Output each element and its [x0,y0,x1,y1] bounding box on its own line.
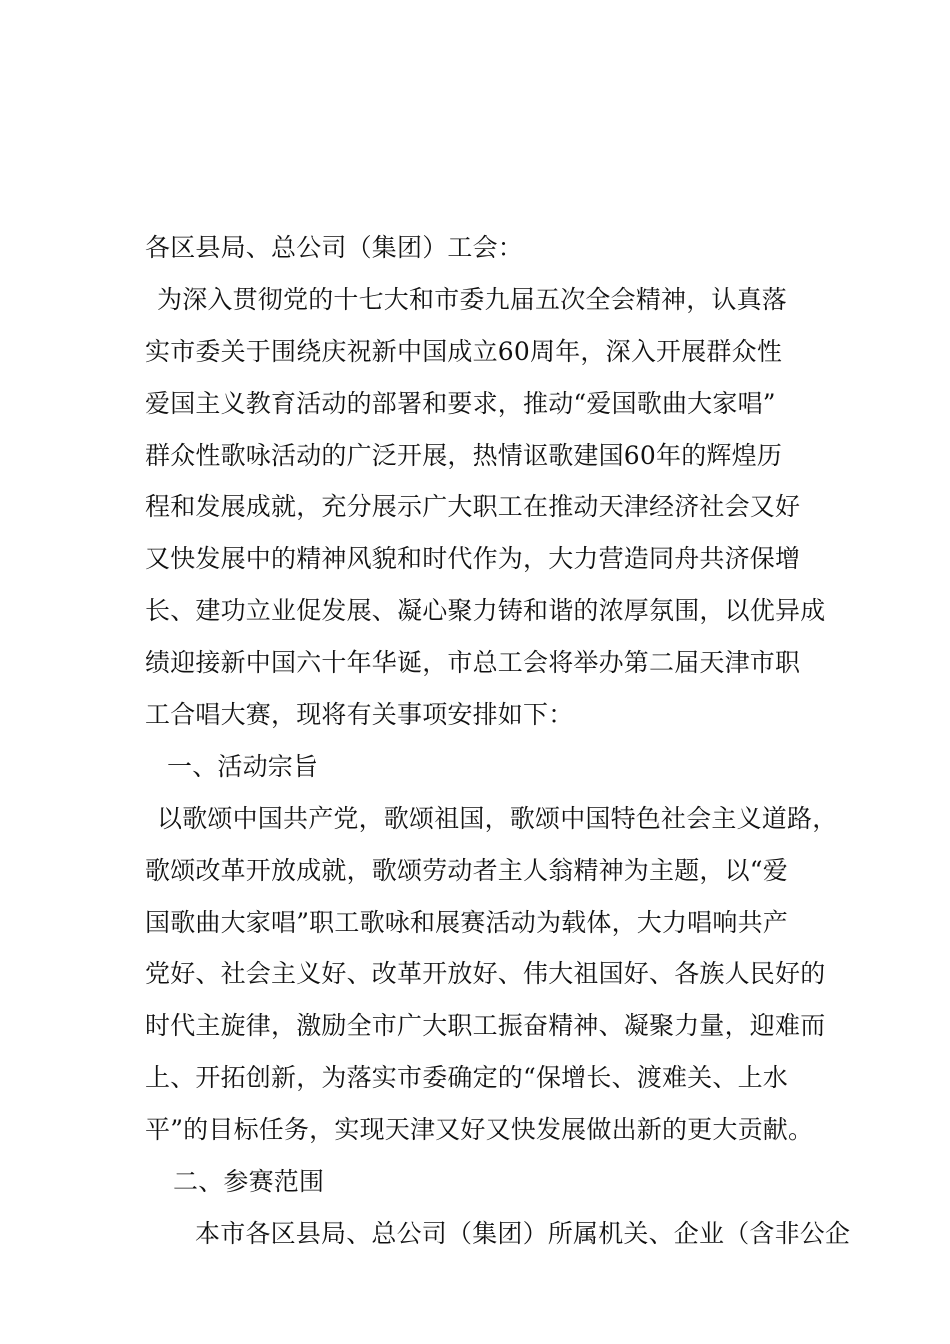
document-body [145,222,851,1260]
paragraph-line: 绩迎接新中国六十年华诞，市总工会将举办第二届天津市职 [145,648,801,678]
paragraph-line: 长、建功立业促发展、凝心聚力铸和谐的浓厚氛围，以优异成 [145,596,826,626]
paragraph-line: 为深入贯彻党的十七大和市委九届五次全会精神，认真落 [157,284,788,314]
section-heading: 一、活动宗旨 [167,751,319,781]
paragraph-line: 上、开拓创新，为落实市委确定的“保增长、渡难关、上水 [145,1063,788,1093]
paragraph-line: 又快发展中的精神风貌和时代作为，大力营造同舟共济保增 [145,544,801,574]
section-heading: 二、参赛范围 [173,1167,325,1197]
paragraph-line: 群众性歌咏活动的广泛开展，热情讴歌建国60年的辉煌历 [145,440,783,470]
paragraph-line: 时代主旋律，激励全市广大职工振奋精神、凝聚力量，迎难而 [145,1011,826,1041]
paragraph-line: 程和发展成就，充分展示广大职工在推动天津经济社会又好 [145,492,801,522]
paragraph-line: 实市委关于围绕庆祝新中国成立60周年，深入开展群众性 [145,336,783,366]
paragraph-line: 党好、社会主义好、改革开放好、伟大祖国好、各族人民好的 [145,959,826,989]
salutation: 各区县局、总公司（集团）工会： [145,233,524,262]
paragraph-line: 国歌曲大家唱”职工歌咏和展赛活动为载体，大力唱响共产 [145,907,788,937]
paragraph-line: 本市各区县局、总公司（集团）所属机关、企业（含非公企 [195,1218,851,1248]
paragraph-line: 歌颂改革开放成就，歌颂劳动者主人翁精神为主题，以“爱 [145,855,788,885]
paragraph-line: 工合唱大赛，现将有关事项安排如下： [145,700,574,730]
paragraph-line: 爱国主义教育活动的部署和要求，推动“爱国歌曲大家唱” [145,388,776,418]
paragraph-line: 以歌颂中国共产党，歌颂祖国，歌颂中国特色社会主义道路， [157,803,838,833]
paragraph-line: 平”的目标任务，实现天津又好又快发展做出新的更大贡献。 [145,1115,814,1145]
